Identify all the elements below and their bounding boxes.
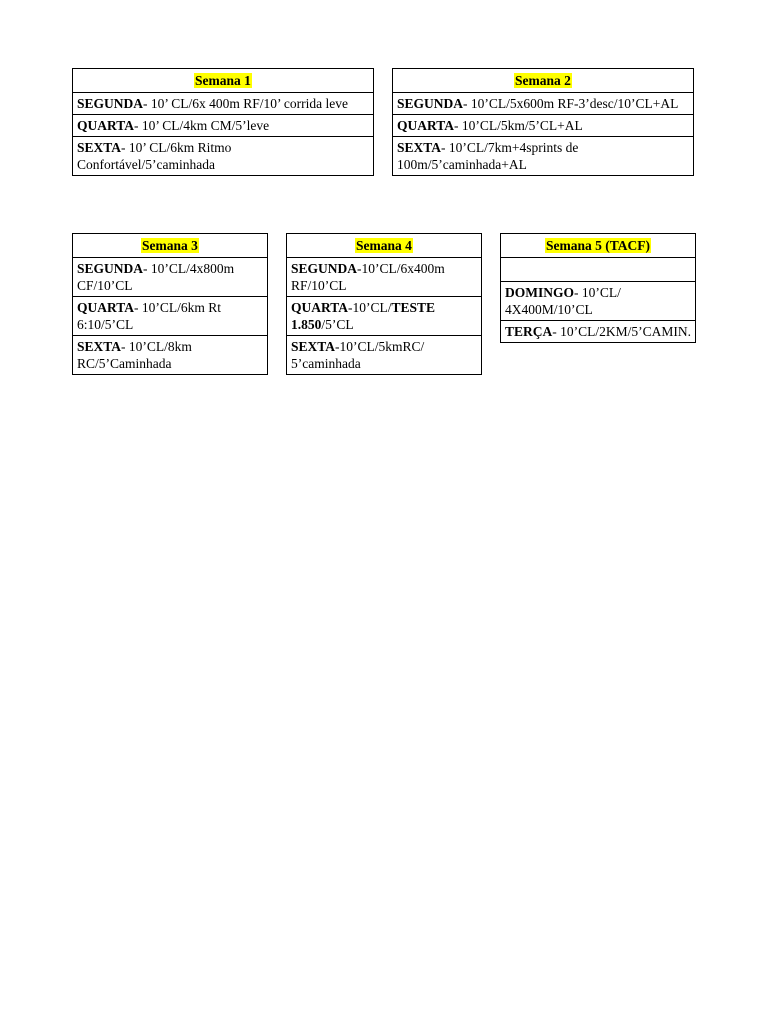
week-3-title: Semana 3 [142,238,198,253]
day-label: SEXTA [77,140,122,155]
workout-text: - 10’CL/2KM/5’CAMIN. [552,324,692,339]
week-title [73,69,374,93]
workout-text: -10’CL/ [348,300,392,315]
week-3-table [72,233,268,375]
day-label: QUARTA [397,118,455,133]
week-title [73,234,268,258]
day-label: SEXTA [77,339,122,354]
week-4-row-wednesday [287,297,482,336]
week-3-row-friday [73,336,268,375]
day-label: DOMINGO [505,285,574,300]
workout-text: - 10’CL/ 4X400M/10’CL [505,285,621,317]
workout-text: - 10’CL/5km/5’CL+AL [454,118,583,133]
workout-text: /5’CL [321,317,354,332]
week-5-row-sunday [501,282,696,321]
workout-text: - 10’CL/4x800m CF/10’CL [77,261,235,293]
day-label: SEXTA [291,339,336,354]
day-label: SEGUNDA [291,261,358,276]
week-title [287,234,482,258]
day-label: QUARTA [77,300,135,315]
week-2-row-monday [393,93,694,115]
week-1-title: Semana 1 [195,73,251,88]
day-label: QUARTA [291,300,349,315]
week-3-row-monday [73,258,268,297]
week-3-row-wednesday [73,297,268,336]
workout-text: - 10’CL/5x600m RF-3’desc/10’CL+AL [463,96,679,111]
week-1-table [72,68,374,176]
week-4-row-monday [287,258,482,297]
week-4-table [286,233,482,375]
week-1-row-friday [73,137,374,176]
week-title [393,69,694,93]
test-label: TESTE 1.850 [291,300,436,332]
workout-text: - 10’ CL/6x 400m RF/10’ corrida leve [143,96,348,111]
week-5-row-tuesday [501,321,696,343]
workout-text: - 10’CL/6km Rt 6:10/5’CL [77,300,222,332]
day-label: SEGUNDA [77,96,144,111]
week-1-row-monday [73,93,374,115]
day-label: QUARTA [77,118,135,133]
workout-text: - 10’ CL/4km CM/5’leve [134,118,270,133]
week-5-title: Semana 5 (TACF) [546,238,650,253]
week-4-row-friday [287,336,482,375]
workout-text: -10’CL/5kmRC/ 5’caminhada [291,339,425,371]
day-label: SEGUNDA [77,261,144,276]
week-5-table [500,233,696,343]
week-4-title: Semana 4 [356,238,412,253]
workout-text: -10’CL/6x400m RF/10’CL [291,261,445,293]
week-2-row-wednesday [393,115,694,137]
workout-text: - 10’ CL/6km Ritmo Confortável/5’caminhada [77,140,232,172]
week-2-row-friday [393,137,694,176]
week-2-table [392,68,694,176]
day-label: SEXTA [397,140,442,155]
workout-text: - 10’CL/7km+4sprints de 100m/5’caminhada+AL [397,140,579,172]
week-title [501,234,696,258]
day-label: TERÇA [505,324,553,339]
workout-text: - 10’CL/8km RC/5’Caminhada [77,339,192,371]
day-label: SEGUNDA [397,96,464,111]
week-5-empty-row [501,258,696,282]
week-2-title: Semana 2 [515,73,571,88]
week-1-row-wednesday [73,115,374,137]
